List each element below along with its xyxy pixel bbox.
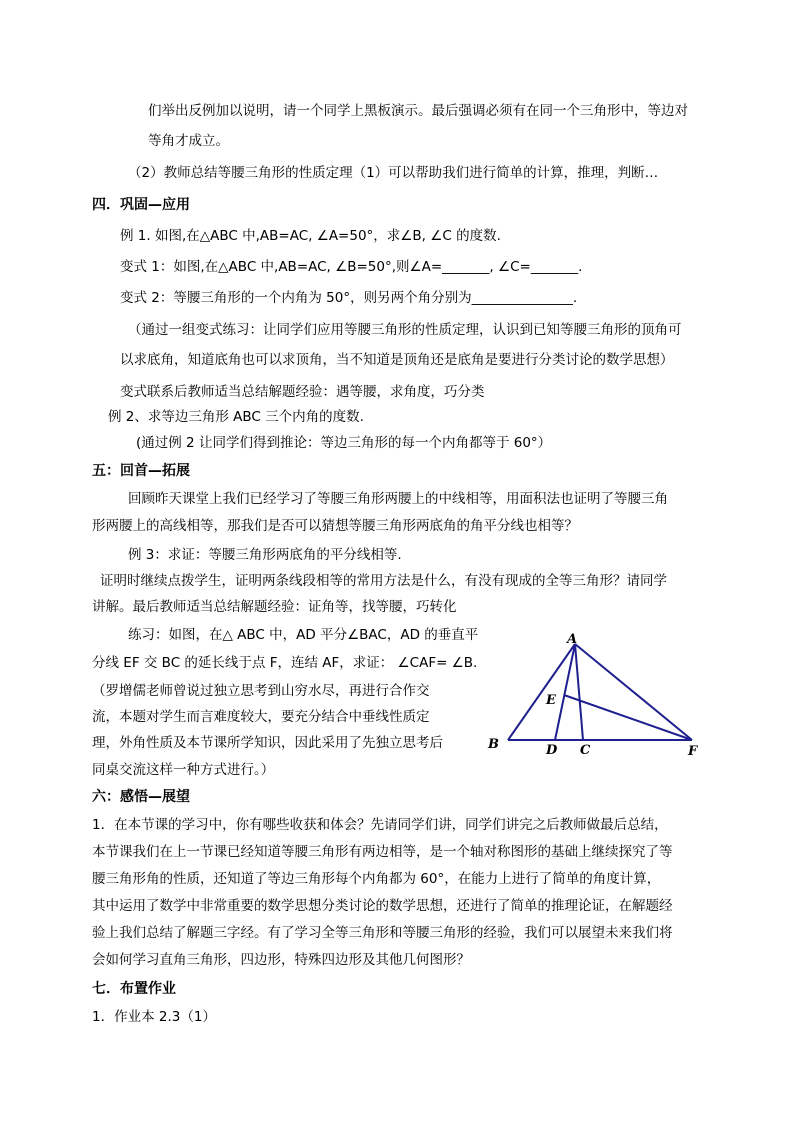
text-line: 变式联系后教师适当总结解题经验：遇等腰，求角度，巧分类 — [120, 384, 485, 400]
text-line: （2）教师总结等腰三角形的性质定理（1）可以帮助我们进行简单的计算，推理，判断… — [128, 165, 659, 181]
text-line: 1．作业本 2.3（1） — [92, 1009, 216, 1025]
text-line: 以求底角，知道底角也可以求顶角，当不知道是顶角还是底角是要进行分类讨论的数学思想） — [120, 352, 674, 368]
text-line: 变式 1：如图,在△ABC 中,AB=AC, ∠B=50°,则∠A=_______, ∠C=_______. — [120, 259, 583, 275]
text-line: 例 1. 如图,在△ABC 中,AB=AC, ∠A=50°，求∠B, ∠C 的度数. — [120, 228, 501, 244]
text-line: 们举出反例加以说明，请一个同学上黑板演示。最后强调必须有在同一个三角形中，等边对 — [148, 103, 688, 119]
text-line: 其中运用了数学中非常重要的数学思想分类讨论的数学思想，还进行了简单的推理论证，在解题经 — [92, 898, 673, 914]
text-line: 证明时继续点拨学生，证明两条线段相等的常用方法是什么，有没有现成的全等三角形？请同学 — [100, 573, 667, 589]
text-line: 流，本题对学生而言难度较大，要充分结合中垂线性质定 — [92, 709, 430, 725]
text-line: 形两腰上的高线相等，那我们是否可以猜想等腰三角形两底角的角平分线也相等？ — [92, 518, 578, 534]
segment-af — [575, 644, 692, 740]
label-b: B — [488, 737, 499, 752]
text-line: 讲解。最后教师适当总结解题经验：证角等，找等腰，巧转化 — [92, 599, 457, 615]
text-line: 验上我们总结了解题三字经。有了学习全等三角形和等腰三角形的经验，我们可以展望未来我们将 — [92, 925, 673, 941]
text-line: 例 2、求等边三角形 ABC 三个内角的度数. — [108, 409, 364, 425]
section-heading-6: 六：感悟—展望 — [92, 789, 190, 805]
text-line: 1．在本节课的学习中，你有哪些收获和体会？先请同学们讲，同学们讲完之后教师做最后总结， — [92, 817, 668, 833]
text-line: 理，外角性质及本节课所学知识，因此采用了先独立思考后 — [92, 735, 443, 751]
text-line: 等角才成立。 — [148, 133, 229, 149]
text-line: （通过一组变式练习：让同学们应用等腰三角形的性质定理，认识到已知等腰三角形的顶角可 — [128, 322, 682, 338]
text-line: （罗增儒老师曾说过独立思考到山穷水尽，再进行合作交 — [92, 683, 430, 699]
label-a: A — [567, 632, 578, 647]
text-line: 回顾昨天课堂上我们已经学习了等腰三角形两腰上的中线相等，用面积法也证明了等腰三角 — [128, 491, 668, 507]
text-line: 练习：如图，在△ ABC 中，AD 平分∠BAC，AD 的垂直平 — [128, 627, 479, 643]
triangle-figure — [484, 632, 706, 762]
section-heading-5: 五：回首—拓展 — [92, 463, 190, 479]
text-line: (通过例 2 让同学们得到推论：等边三角形的每一个内角都等于 60°） — [136, 435, 552, 451]
text-line: 例 3：求证：等腰三角形两底角的平分线相等. — [128, 547, 402, 563]
label-e: E — [546, 693, 556, 708]
text-line: 变式 2：等腰三角形的一个内角为 50°，则另两个角分别为_______________. — [120, 290, 578, 306]
text-line: 分线 EF 交 BC 的延长线于点 F，连结 AF，求证： ∠CAF= ∠B. — [92, 655, 478, 671]
label-d: D — [546, 743, 558, 758]
text-line: 同桌交流这样一种方式进行。） — [92, 762, 275, 778]
text-line: 本节课我们在上一节课已经知道等腰三角形有两边相等，是一个轴对称图形的基础上继续探究了等 — [92, 844, 673, 860]
label-f: F — [688, 744, 698, 759]
text-line: 会如何学习直角三角形，四边形，特殊四边形及其他几何图形？ — [92, 952, 470, 968]
text-line: 腰三角形角的性质，还知道了等边三角形每个内角都为 60°，在能力上进行了简单的角度计算， — [92, 871, 661, 887]
section-heading-4: 四．巩固—应用 — [92, 197, 190, 213]
section-heading-7: 七．布置作业 — [92, 981, 176, 997]
label-c: C — [580, 743, 591, 758]
segment-ac — [575, 644, 583, 740]
